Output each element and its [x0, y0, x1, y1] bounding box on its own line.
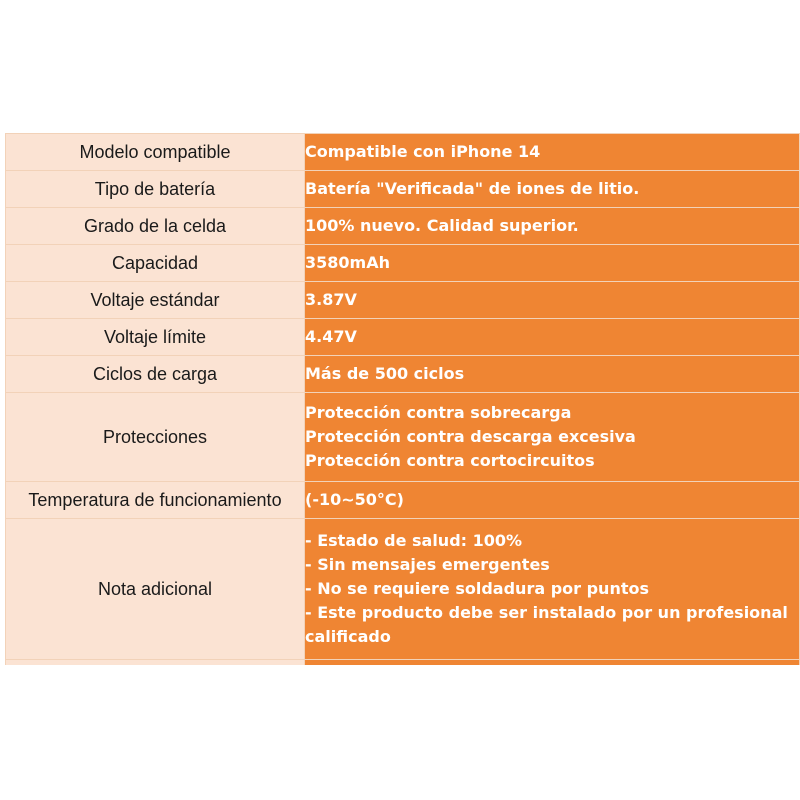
spec-value-line: 3.87V	[305, 290, 357, 309]
spec-value	[305, 171, 800, 208]
spec-value-line: 3580mAh	[305, 253, 390, 272]
table-row	[6, 393, 800, 482]
spec-value	[305, 482, 800, 519]
spec-label: Grado de la celda	[6, 208, 305, 245]
table-row	[6, 134, 800, 171]
spec-value-line: - Este producto debe ser instalado por un profesional calificado	[305, 603, 788, 646]
spec-value-line: Protección contra cortocircuitos	[305, 451, 595, 470]
spec-label: Nota adicional	[6, 519, 305, 660]
table-row	[6, 245, 800, 282]
spec-label: Protecciones	[6, 393, 305, 482]
spec-label: Capacidad	[6, 245, 305, 282]
spec-value	[305, 356, 800, 393]
spec-value-line: - Sin mensajes emergentes	[305, 555, 550, 574]
table-row	[6, 660, 800, 666]
spec-value	[305, 519, 800, 660]
spec-label: Temperatura de funcionamiento	[6, 482, 305, 519]
spec-label: Voltaje límite	[6, 319, 305, 356]
spec-value-line: - No se requiere soldadura por puntos	[305, 579, 649, 598]
spec-label-empty	[6, 660, 305, 666]
spec-value	[305, 393, 800, 482]
spec-value-line: (-10~50°C)	[305, 490, 404, 509]
table-row	[6, 282, 800, 319]
table-row	[6, 356, 800, 393]
spec-value-empty	[305, 660, 800, 666]
spec-value-line: 100% nuevo. Calidad superior.	[305, 216, 579, 235]
spec-value	[305, 208, 800, 245]
spec-value-line: Compatible con iPhone 14	[305, 142, 541, 161]
spec-value	[305, 245, 800, 282]
spec-label: Modelo compatible	[6, 134, 305, 171]
spec-value-line: Más de 500 ciclos	[305, 364, 465, 383]
spec-value-line: Protección contra descarga excesiva	[305, 427, 636, 446]
table-row	[6, 482, 800, 519]
spec-value-line: 4.47V	[305, 327, 357, 346]
spec-label: Voltaje estándar	[6, 282, 305, 319]
spec-table	[5, 133, 800, 665]
table-row	[6, 171, 800, 208]
spec-value-line: Batería "Verificada" de iones de litio.	[305, 179, 640, 198]
table-row	[6, 208, 800, 245]
spec-value	[305, 134, 800, 171]
spec-value-line: Protección contra sobrecarga	[305, 403, 572, 422]
spec-value	[305, 319, 800, 356]
spec-sheet	[5, 133, 800, 665]
spec-value	[305, 282, 800, 319]
table-row	[6, 319, 800, 356]
spec-label: Ciclos de carga	[6, 356, 305, 393]
spec-value-line: - Estado de salud: 100%	[305, 531, 523, 550]
spec-label: Tipo de batería	[6, 171, 305, 208]
table-row	[6, 519, 800, 660]
